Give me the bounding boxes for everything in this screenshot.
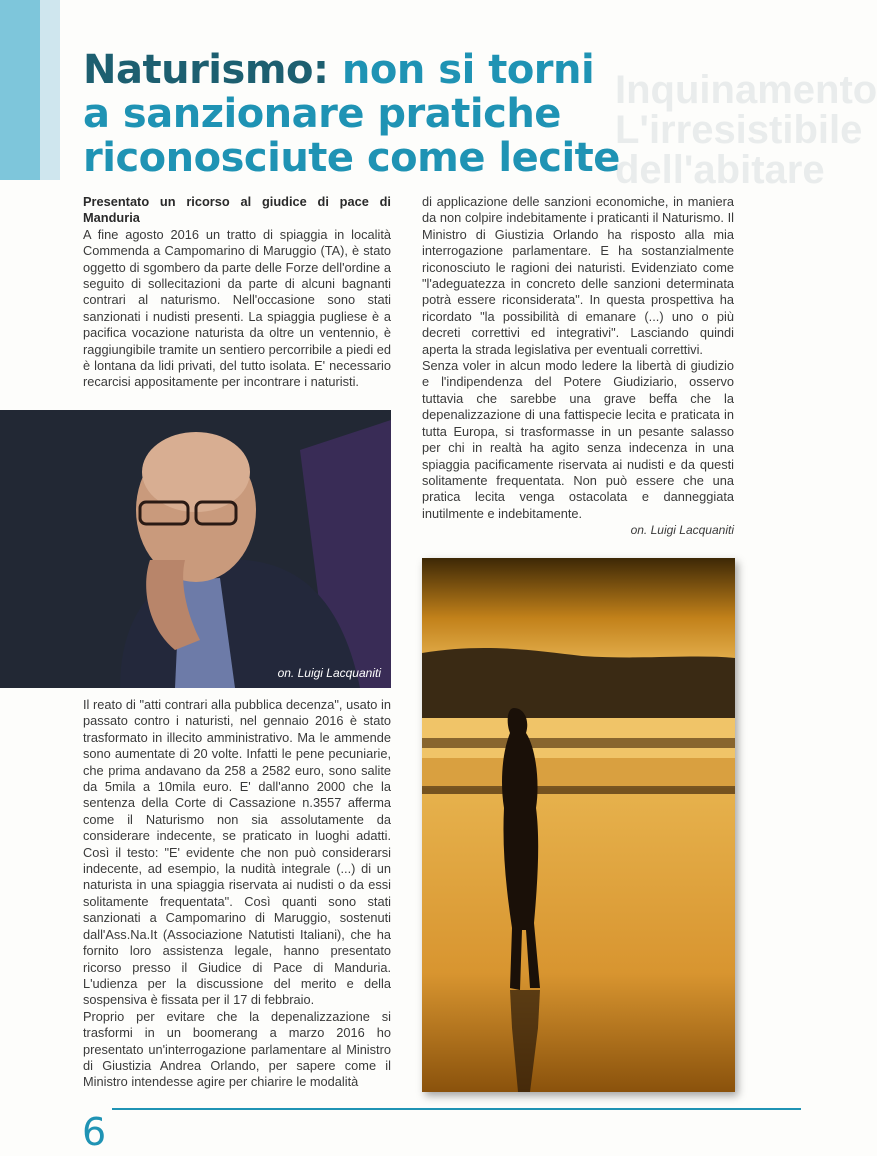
title-line-1: non si torni (328, 47, 595, 93)
author-signature: on. Luigi Lacquaniti (630, 523, 734, 538)
bleed-through-line: L'irresistibile (615, 108, 863, 152)
bleed-through-line: dell'abitare (615, 148, 825, 192)
paragraph: Proprio per evitare che la depenalizzazione si trasformi in un boomerang a marzo 2016 ho presentato un'interrogazione parlamentare al Ministro di Giustizia Andrea Orlando, per sapere come il Ministro intendesse agire per chiarire le modalità (83, 1008, 391, 1090)
left-column-bottom (83, 697, 391, 1091)
paragraph: Il reato di "atti contrari alla pubblica decenza", usato in passato contro i naturisti, nel gennaio 2016 è stato trasformato in illecito amministrativo. Ma le ammende sono aumentate di 20 volte. Infatti le pene pecuniarie, che prima andavano da 258 a 2582 euro, sono salite da 5mila a 10mila euro. E' dall'anno 2000 che la sentenza della Corte di Cassazione n.3557 afferma come il Naturismo non sia assolutamente da considerare indecente, se praticato in luoghi adatti. Così il testo: "E' evidente che non può considerarsi indecente, ad esempio, la nudità integrale (...) di un naturista in una spiaggia riservata ai nudisti o da essi solitamente frequentata". Così quanti sono stati sanzionati a Campomarino di Maruggio, sostenuti dall'Ass.Na.It (Associazione Natutisti Italiani), che ha fornito loro assistenza legale, hanno presentato ricorso presso il Giudice di Pace di Manduria. L'udienza per la discussione del merito e della sospensiva è fissata per il 17 di febbraio. (83, 697, 391, 1008)
bleed-through-line: Inquinamento (615, 68, 877, 112)
title-line-2: a sanzionare pratiche (83, 91, 561, 137)
sunset-illustration (422, 558, 735, 1092)
footer-rule (112, 1108, 801, 1110)
article-subhead: Presentato un ricorso al giudice di pace di Manduria (83, 194, 391, 226)
title-line-3: riconosciute come lecite (83, 135, 620, 181)
photo-caption: on. Luigi Lacquaniti (277, 666, 381, 680)
paragraph: Senza voler in alcun modo ledere la libertà di giudizio e l'indipendenza del Potere Giudiziario, osservo tuttavia che sarebbe una grave beffa che la depenalizzazione di una fattispecie lecita e praticata in tutta Europa, si trasformasse in un pesante salasso per chi in realtà ha agito senza indecenza in una spiaggia pacificamente riservata ai nudisti e da questi solitamente frequentata. Non può essere che una pratica lecita venga ostacolata e danneggiata inutilmente e indebitamente. (422, 358, 734, 521)
beach-sunset-photo (422, 558, 735, 1092)
side-color-strip (0, 0, 60, 180)
title-keyword: Naturismo: (83, 47, 329, 93)
paragraph: di applicazione delle sanzioni economiche, in maniera da non colpire indebitamente i praticanti il Naturismo. Il Ministro di Giustizia Orlando ha risposto alla mia interrogazione parlamentare. E ha sostanzialmente riconosciuto le ragioni dei naturisti. Evidenziato come "l'adeguatezza in concreto delle sanzioni determinata potrà essere riconsiderata". In questa prospettiva ha ricordato "la possibilità di emanare (...) uno o più decreti correttivi ed integrativi". Lasciando quindi aperta la strada legislativa per eventuali correttivi. (422, 194, 734, 357)
article-title (83, 48, 783, 180)
portrait-illustration (0, 410, 391, 688)
left-column-top (83, 194, 391, 391)
page-number: 6 (82, 1110, 107, 1154)
side-color-strip-inner (0, 0, 40, 180)
paragraph: A fine agosto 2016 un tratto di spiaggia in località Commenda a Campomarino di Maruggio (TA), è stato oggetto di sgombero da parte delle Forze dell'ordine a seguito di sollecitazioni da parte di alcuni bagnanti contrari al naturismo. Nell'occasione sono stati sanzionati i nudisti presenti. La spiaggia pugliese è a pacifica vocazione naturista da oltre un ventennio, è raggiungibile tramite un sentiero percorribile a piedi ed è lontana da lidi privati, del tutto isolata. E' necessario recarcisi appositamente per incontrare i naturisti. (83, 226, 392, 390)
portrait-photo (0, 410, 391, 688)
right-column (422, 194, 734, 539)
